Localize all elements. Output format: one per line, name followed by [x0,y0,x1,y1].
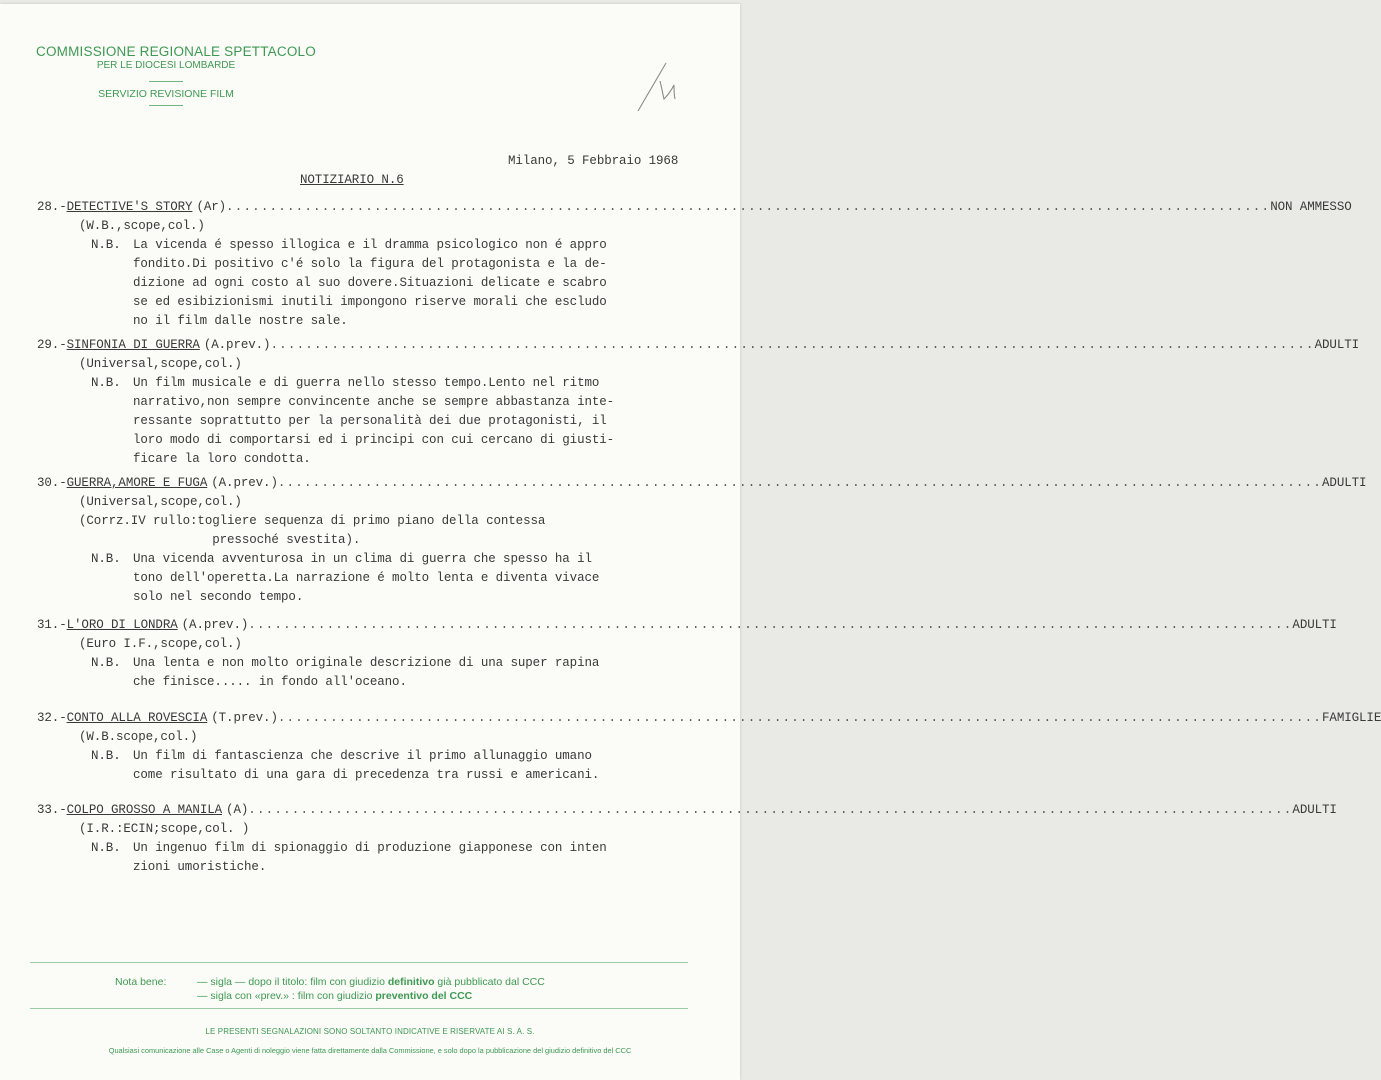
production-info: (W.B.,scope,col.) [79,219,205,233]
moral-rating: ADULTI [1322,476,1367,490]
film-entry [37,709,1381,785]
leader-dots: ........................................................................................................................ [277,711,1323,725]
nota-bene-line [197,976,545,988]
moral-rating: ADULTI [1292,618,1337,632]
leader-dots: ........................................................................................................................ [277,476,1323,490]
entry-heading [37,198,1352,217]
review-line: tono dell'operetta.La narrazione é molto lenta e diventa vivace [133,571,600,585]
film-entry [37,474,1367,607]
footer-divider [30,1008,688,1009]
entry-heading [37,801,1337,820]
entry-number: 32.- [37,711,67,725]
review-note [91,236,709,331]
film-entry [37,336,1360,469]
review-note [91,747,709,785]
film-title: SINFONIA DI GUERRA [66,338,200,352]
document-date: Milano, 5 Febbraio 1968 [508,154,679,168]
review-line: come risultato di una gara di precedenza tra russi e americani. [133,768,600,782]
document-page [0,4,1381,1080]
film-classification: (Ar) [196,200,227,214]
document-title: NOTIZIARIO N.6 [300,173,404,187]
leader-dots: ........................................................................................................................ [248,618,1293,632]
review-line: loro modo di comportarsi ed i principi con cui cercano di giusti- [133,433,615,447]
leader-dots: ........................................................................................................................ [248,803,1293,817]
entry-heading [37,709,1381,728]
entry-number: 29.- [37,338,67,352]
review-line: se ed esibizionismi inutili impongono riserve morali che escludo [133,295,607,309]
film-title: L'ORO DI LONDRA [66,618,178,632]
review-line: fondito.Di positivo c'é solo la figura del protagonista e la de- [133,257,607,271]
nota-bene-line [197,990,472,1002]
nb-label: N.B. [91,656,121,670]
review-note [91,839,709,877]
nota-bene-label: Nota bene: [115,976,167,988]
film-title: COLPO GROSSO A MANILA [66,803,223,817]
entry-heading [37,336,1360,355]
nota-text: già pubblicato dal CCC [434,976,545,988]
review-line: La vicenda é spesso illogica e il dramma psicologico non é appro [133,238,607,252]
production-info: (Universal,scope,col.) [79,357,242,371]
film-classification: (A.prev.) [203,338,271,352]
review-text [133,236,607,331]
review-note [91,374,709,469]
review-line: dizione ad ogni costo al suo dovere.Situazioni delicate e scabro [133,276,607,290]
nb-label: N.B. [91,749,121,763]
film-title: DETECTIVE'S STORY [66,200,193,214]
entry-heading [37,616,1337,635]
moral-rating: FAMIGLIE [1322,711,1381,725]
nota-text: — sigla con «prev.» : film con giudizio [197,990,376,1002]
film-classification: (A.prev.) [181,618,249,632]
moral-rating: ADULTI [1314,338,1360,352]
film-entry [37,616,1337,692]
film-entry [37,801,1337,877]
leader-dots: ........................................................................................................................ [270,338,1315,352]
nota-emphasis: definitivo [387,976,435,988]
review-line: Una lenta e non molto originale descrizione di una super rapina [133,656,600,670]
nb-label: N.B. [91,841,121,855]
correction-note: (Corrz.IV rullo:togliere sequenza di primo piano della contessa [79,514,546,528]
review-text [133,747,599,785]
review-text [133,550,599,607]
review-line: zioni umoristiche. [133,860,267,874]
review-text [133,839,607,877]
entry-number: 31.- [37,618,67,632]
entry-number: 30.- [37,476,67,490]
reserved-notice: LE PRESENTI SEGNALAZIONI SONO SOLTANTO INDICATIVE E RISERVATE AI S. A. S. [205,1027,535,1036]
review-text [133,654,599,692]
review-line: Un ingenuo film di spionaggio di produzione giapponese con inten [133,841,607,855]
production-info: (I.R.:ECIN;scope,col. ) [79,822,250,836]
correction-note: pressoché svestita). [79,533,361,547]
entry-number: 28.- [37,200,67,214]
handwritten-signature-icon [630,59,690,119]
review-line: narrativo,non sempre convincente anche se sempre abbastanza inte- [133,395,615,409]
film-classification: (A) [226,803,249,817]
review-line: ficare la loro condotta. [133,452,311,466]
review-note [91,550,709,607]
film-entry [37,198,1352,331]
review-line: ressante soprattutto per la personalità dei due protagonisti, il [133,414,607,428]
organization-name: COMMISSIONE REGIONALE SPETTACOLO [36,44,316,59]
review-note [91,654,709,692]
production-info: (W.B.scope,col.) [79,730,198,744]
moral-rating: NON AMMESSO [1270,200,1352,214]
letterhead [36,44,316,106]
leader-dots: ........................................................................................................................ [226,200,1271,214]
production-info: (Universal,scope,col.) [79,495,242,509]
nb-label: N.B. [91,238,121,252]
service-name: SERVIZIO REVISIONE FILM [98,88,234,100]
nota-emphasis: preventivo del CCC [375,990,473,1002]
letterhead-divider [149,105,183,106]
review-line: solo nel secondo tempo. [133,590,304,604]
review-line: che finisce..... in fondo all'oceano. [133,675,407,689]
entry-heading [37,474,1367,493]
entry-number: 33.- [37,803,67,817]
film-title: GUERRA,AMORE E FUGA [66,476,208,490]
organization-subtitle: PER LE DIOCESI LOMBARDE [96,60,236,71]
film-classification: (T.prev.) [211,711,278,725]
review-line: Una vicenda avventurosa in un clima di guerra che spesso ha il [133,552,592,566]
review-line: no il film dalle nostre sale. [133,314,348,328]
communication-notice: Qualsiasi comunicazione alle Case o Agenti di noleggio viene fatta direttamente dalla Commissione, e solo dopo la pubblicazione del giudizio definitivo del CCC [108,1046,632,1055]
film-title: CONTO ALLA ROVESCIA [66,711,208,725]
review-text [133,374,614,469]
nota-text: — sigla — dopo il titolo: film con giudizio [197,976,388,988]
nb-label: N.B. [91,376,121,390]
review-line: Un film musicale e di guerra nello stesso tempo.Lento nel ritmo [133,376,600,390]
film-classification: (A.prev.) [211,476,278,490]
footer-divider [30,962,688,963]
nb-label: N.B. [91,552,121,566]
review-line: Un film di fantascienza che descrive il primo allunaggio umano [133,749,592,763]
production-info: (Euro I.F.,scope,col.) [79,637,242,651]
moral-rating: ADULTI [1292,803,1337,817]
letterhead-divider [149,81,183,82]
